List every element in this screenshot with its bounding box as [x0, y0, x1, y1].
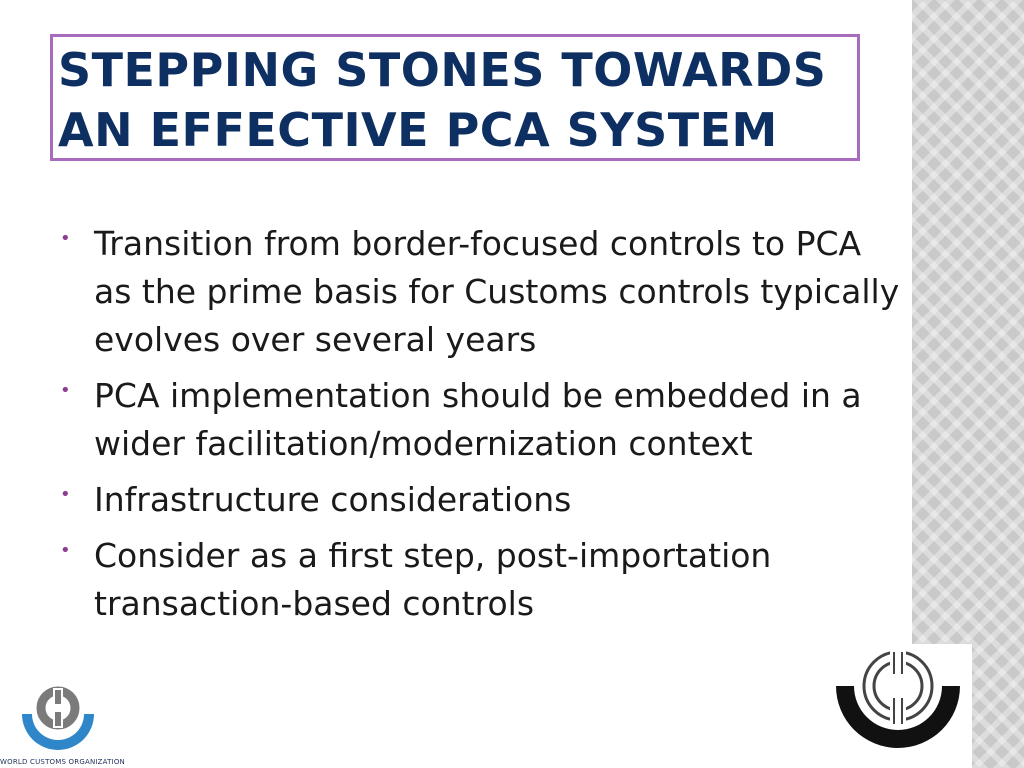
bullet-dot-icon: • [60, 484, 71, 505]
bullet-item-4 [56, 532, 908, 628]
bullet-dot-icon: • [60, 540, 71, 561]
bullet-item-2 [56, 372, 908, 468]
bullet-text: Consider as a first step, post-importation transaction-based controls [94, 536, 772, 623]
bullet-dot-icon: • [60, 380, 71, 401]
bullet-list [56, 220, 908, 636]
bullet-dot-icon: • [60, 228, 71, 249]
bullet-text: Transition from border-focused controls to PCA as the prime basis for Customs controls typically evolves over several years [94, 224, 900, 359]
bullet-item-1 [56, 220, 908, 364]
wco-caption: WORLD CUSTOMS ORGANIZATION [0, 758, 125, 766]
wco-emblem-icon [820, 644, 972, 768]
wco-logo-icon [0, 684, 125, 768]
bullet-item-3 [56, 476, 908, 524]
bullet-text: Infrastructure considerations [94, 480, 572, 519]
bullet-text: PCA implementation should be embedded in a wider facilitation/modernization context [94, 376, 862, 463]
slide-title: STEPPING STONES TOWARDS AN EFFECTIVE PCA SYSTEM [58, 43, 827, 157]
